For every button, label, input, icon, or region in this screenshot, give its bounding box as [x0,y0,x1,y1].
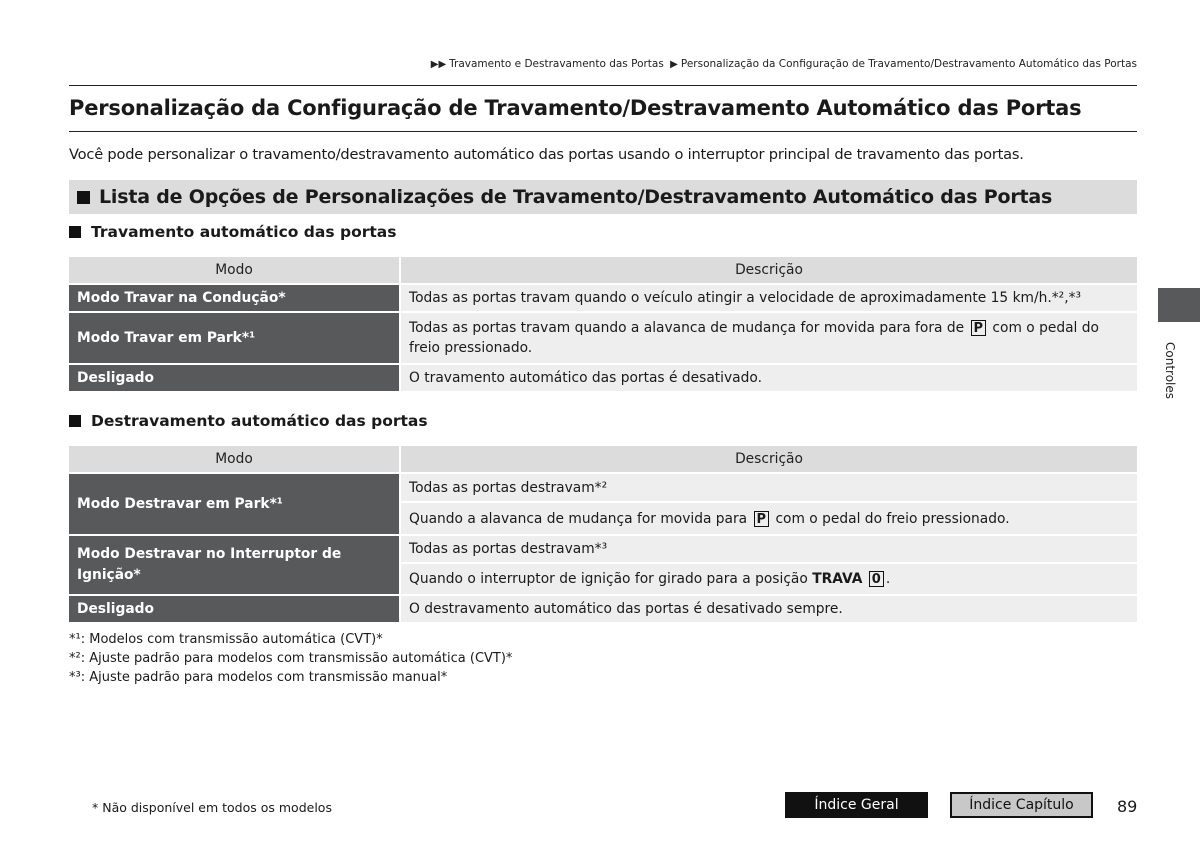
page-title: Personalização da Configuração de Travamento/Destravamento Automático das Portas [69,96,1137,132]
column-header-mode: Modo [69,257,401,283]
footnote: *¹: Modelos com transmissão automática (CVT)* [69,632,383,647]
table-header-row [69,446,1137,472]
index-chapter-button[interactable]: Índice Capítulo [950,792,1093,818]
column-header-description: Descrição [401,257,1137,283]
description-cell: Todas as portas travam quando o veículo atingir a velocidade de aproximadamente 15 km/h.*²,*³ [401,285,1137,311]
description-cell [401,313,1137,363]
square-bullet-icon [77,191,90,204]
description-cell [401,503,1137,534]
lock-options-table [69,255,1137,393]
description-cell: O travamento automático das portas é desativado. [401,365,1137,391]
unlock-subheading-text: Destravamento automático das portas [91,412,428,430]
table-row [69,536,1137,562]
column-header-mode: Modo [69,446,401,472]
description-text: com o pedal do freio pressionado. [409,320,1099,356]
mode-cell: Modo Travar na Condução* [69,285,401,311]
table-row [69,365,1137,391]
breadcrumb-item-doors[interactable]: Travamento e Destravamento das Portas [449,58,664,70]
table-row [69,596,1137,622]
breadcrumb-item-current[interactable]: Personalização da Configuração de Travamento/Destravamento Automático das Portas [680,58,1137,70]
availability-note: * Não disponível em todos os modelos [92,800,332,815]
lock-subheading [69,223,396,241]
description-cell: Todas as portas destravam*² [401,474,1137,501]
park-position-icon: P [971,320,987,336]
footnotes [69,630,512,687]
description-cell [401,564,1137,594]
chapter-side-label: Controles [1163,342,1177,400]
index-general-button[interactable]: Índice Geral [785,792,928,818]
arrow-icon: ▶ [670,59,678,70]
mode-cell: Desligado [69,596,401,622]
footnote: *³: Ajuste padrão para modelos com transmissão manual* [69,670,448,685]
table-row [69,474,1137,501]
park-position-icon: P [754,511,770,527]
title-top-rule [69,85,1137,86]
chapter-side-tab[interactable] [1158,288,1200,322]
footnote: *²: Ajuste padrão para modelos com transmissão automática (CVT)* [69,651,513,666]
double-arrow-icon: ▶▶ [430,59,447,70]
square-bullet-icon [69,226,81,238]
description-text: . [885,571,891,587]
description-cell: O destravamento automático das portas é desativado sempre. [401,596,1137,622]
mode-cell: Modo Destravar no Interruptor de Ignição* [69,536,401,594]
description-text: Quando a alavanca de mudança for movida para [409,510,748,527]
mode-cell: Modo Destravar em Park*¹ [69,474,401,534]
table-row [69,313,1137,363]
description-text: Todas as portas travam quando a alavanca de mudança for movida para fora de [409,320,965,336]
description-text: com o pedal do freio pressionado. [775,510,1010,527]
square-bullet-icon [69,415,81,427]
table-row [69,285,1137,311]
column-header-description: Descrição [401,446,1137,472]
unlock-subheading [69,412,428,430]
section-heading [69,180,1137,214]
intro-paragraph: Você pode personalizar o travamento/destravamento automático das portas usando o interruptor principal de travamento das portas. [69,146,1024,163]
section-heading-text: Lista de Opções de Personalizações de Travamento/Destravamento Automático das Portas [99,186,1053,208]
lock-position-label: TRAVA [812,571,863,587]
unlock-options-table [69,444,1137,624]
table-header-row [69,257,1137,283]
breadcrumb [428,58,1137,70]
ignition-position-icon: 0 [869,571,884,587]
page-number: 89 [1117,797,1138,816]
mode-cell: Desligado [69,365,401,391]
mode-cell: Modo Travar em Park*¹ [69,313,401,363]
lock-subheading-text: Travamento automático das portas [91,223,397,241]
description-text: Quando o interruptor de ignição for girado para a posição [409,571,808,587]
description-cell: Todas as portas destravam*³ [401,536,1137,562]
